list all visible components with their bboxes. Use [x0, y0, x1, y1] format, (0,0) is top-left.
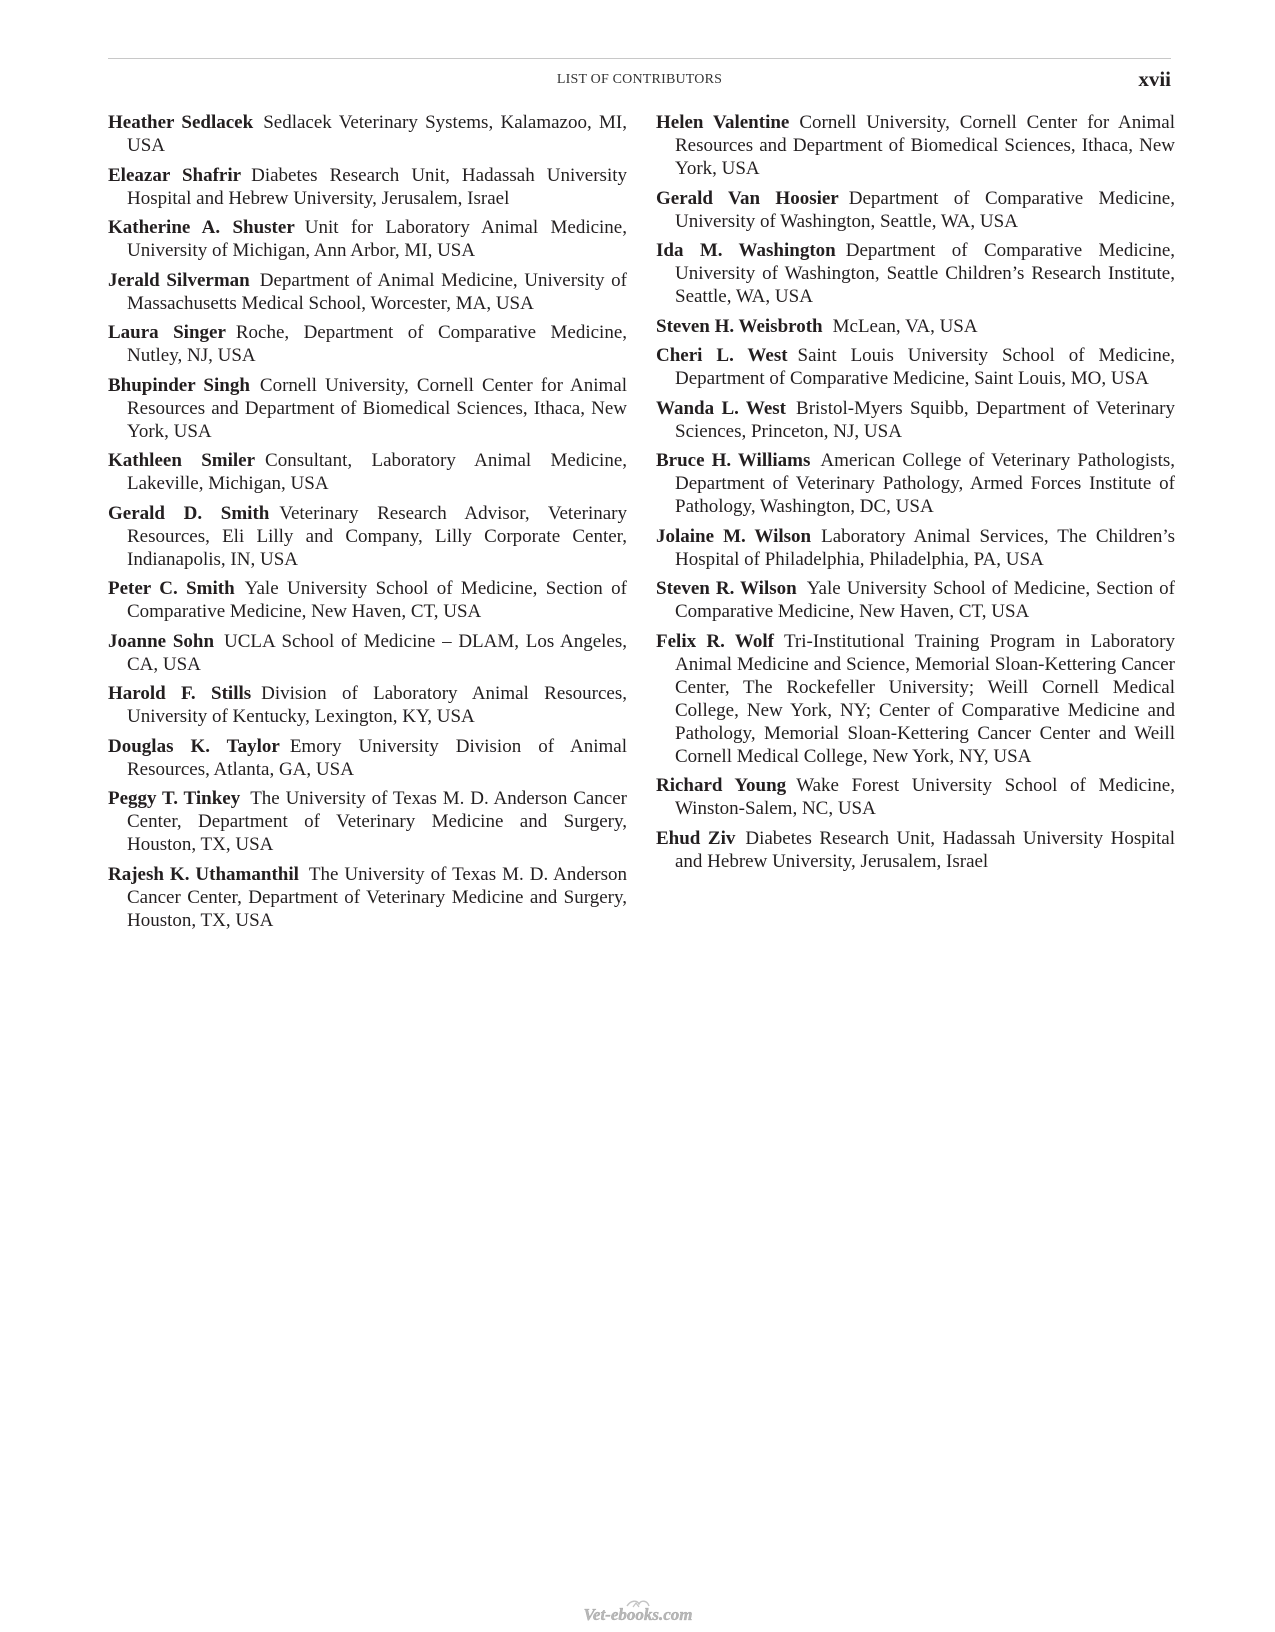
contributor-entry: [108, 735, 627, 781]
contributor-entry: [108, 502, 627, 571]
contributor-name: Cheri L. West: [656, 345, 788, 366]
watermark-logo-icon: [563, 1598, 713, 1626]
contributor-name: Helen Valentine: [656, 112, 790, 133]
contributor-name: Felix R. Wolf: [656, 630, 774, 652]
contributor-entry: [656, 187, 1175, 233]
contributor-affiliation: Laboratory Animal Services, The Children’s Hospital of Philadelphia, Philadelphia, PA, USA: [675, 525, 1175, 570]
contributor-name: Steven R. Wilson: [656, 578, 797, 599]
contributor-entry: [108, 630, 627, 676]
contributor-name: Katherine A. Shuster: [108, 217, 295, 238]
contributor-affiliation: Yale University School of Medicine, Section of Comparative Medicine, New Haven, CT, USA: [675, 578, 1175, 622]
contributor-affiliation: Tri-Institutional Training Program in Laboratory Animal Medicine and Science, Memorial Sloan-Kettering Cancer Center, The Rockefeller University; Weill Cornell Medical College, New York, NY; Center of Comparative Medicine and Pathology, Memorial Sloan-Kettering Cancer Center and Weill Cornell Medical College, New York, NY, USA: [675, 630, 1175, 767]
page-number: xvii: [1138, 67, 1171, 91]
contributor-affiliation: Emory University Division of Animal Resources, Atlanta, GA, USA: [127, 735, 627, 780]
contributor-entry: [108, 216, 627, 262]
contributor-affiliation: Consultant, Laboratory Animal Medicine, Lakeville, Michigan, USA: [127, 450, 628, 494]
contributor-entry: [108, 321, 627, 367]
contributor-affiliation: Department of Comparative Medicine, University of Washington, Seattle Children’s Research Institute, Seattle, WA, USA: [675, 240, 1176, 307]
contributor-entry: [656, 827, 1175, 873]
contributor-affiliation: UCLA School of Medicine – DLAM, Los Angeles, CA, USA: [127, 630, 627, 675]
watermark-text: Vet-ebooks.com: [582, 1605, 693, 1624]
contributor-name: Ida M. Washington: [656, 240, 836, 261]
contributor-name: Laura Singer: [108, 322, 226, 343]
contributor-entry: [108, 164, 627, 210]
contributor-entry: [108, 111, 627, 157]
contributor-entry: [656, 344, 1175, 390]
watermark: [0, 1598, 1275, 1631]
contributor-name: Eleazar Shafrir: [108, 164, 242, 186]
contributor-name: Jerald Silverman: [108, 269, 250, 291]
header-rule: [108, 58, 1171, 59]
contributor-affiliation: Department of Animal Medicine, University of Massachusetts Medical School, Worcester, MA, USA: [127, 269, 627, 314]
contributor-entry: [656, 630, 1175, 768]
contributor-name: Bruce H. Williams: [656, 450, 811, 471]
contributor-name: Gerald D. Smith: [108, 502, 270, 524]
contributors-left-column: [108, 111, 627, 938]
contributor-entry: [108, 863, 627, 932]
contributor-affiliation: Department of Comparative Medicine, University of Washington, Seattle, WA, USA: [675, 187, 1175, 232]
contributor-name: Bhupinder Singh: [108, 374, 250, 396]
contributor-name: Rajesh K. Uthamanthil: [108, 863, 299, 885]
contributor-name: Kathleen Smiler: [108, 450, 256, 471]
contributor-entry: [108, 577, 627, 623]
contributor-name: Steven H. Weisbroth: [656, 315, 823, 337]
contributor-name: Joanne Sohn: [108, 630, 215, 652]
contributor-name: Wanda L. West: [656, 397, 787, 419]
contributor-name: Jolaine M. Wilson: [656, 525, 812, 547]
contributor-affiliation: Veterinary Research Advisor, Veterinary Resources, Eli Lilly and Company, Lilly Corporate Center, Indianapolis, IN, USA: [127, 502, 628, 570]
contributor-name: Peter C. Smith: [108, 578, 235, 599]
contributor-affiliation: American College of Veterinary Pathologists, Department of Veterinary Pathology, Armed Forces Institute of Pathology, Washington, DC, USA: [675, 450, 1175, 517]
contributor-entry: [656, 315, 1175, 338]
contributor-affiliation: The University of Texas M. D. Anderson Cancer Center, Department of Veterinary Medicine and Surgery, Houston, TX, USA: [127, 863, 628, 931]
contributor-entry: [108, 449, 627, 495]
contributor-name: Gerald Van Hoosier: [656, 187, 839, 209]
contributor-affiliation: Division of Laboratory Animal Resources, University of Kentucky, Lexington, KY, USA: [127, 683, 628, 727]
contributor-affiliation: Cornell University, Cornell Center for Animal Resources and Department of Biomedical Sciences, Ithaca, New York, USA: [127, 374, 627, 442]
contributor-name: Richard Young: [656, 775, 787, 796]
contributor-entry: [656, 239, 1175, 308]
contributor-entry: [108, 269, 627, 315]
contributor-entry: [108, 374, 627, 443]
contributor-affiliation: Unit for Laboratory Animal Medicine, University of Michigan, Ann Arbor, MI, USA: [127, 217, 627, 261]
contributor-affiliation: Sedlacek Veterinary Systems, Kalamazoo, MI, USA: [127, 112, 627, 156]
running-head: LIST OF CONTRIBUTORS: [556, 72, 723, 87]
contributor-entry: [656, 525, 1175, 571]
contributor-affiliation: Bristol-Myers Squibb, Department of Veterinary Sciences, Princeton, NJ, USA: [675, 397, 1175, 442]
contributor-affiliation: Diabetes Research Unit, Hadassah University Hospital and Hebrew University, Jerusalem, Israel: [675, 827, 1175, 872]
contributor-entry: [656, 111, 1175, 180]
contributor-affiliation: Saint Louis University School of Medicine, Department of Comparative Medicine, Saint Louis, MO, USA: [675, 345, 1176, 389]
contributor-name: Ehud Ziv: [656, 827, 736, 849]
contributor-entry: [108, 682, 627, 728]
contributor-affiliation: Cornell University, Cornell Center for Animal Resources and Department of Biomedical Sciences, Ithaca, New York, USA: [675, 112, 1176, 179]
contributor-affiliation: McLean, VA, USA: [832, 315, 978, 337]
contributors-right-column: [656, 111, 1175, 879]
contributor-name: Peggy T. Tinkey: [108, 788, 241, 809]
contributor-name: Douglas K. Taylor: [108, 735, 280, 757]
contributor-name: Harold F. Stills: [108, 683, 252, 704]
contributor-entry: [108, 787, 627, 856]
contributor-entry: [656, 449, 1175, 518]
contributor-entry: [656, 397, 1175, 443]
contributor-affiliation: Yale University School of Medicine, Section of Comparative Medicine, New Haven, CT, USA: [127, 578, 627, 622]
contributor-affiliation: Roche, Department of Comparative Medicine, Nutley, NJ, USA: [127, 322, 627, 366]
contributor-name: Heather Sedlacek: [108, 112, 254, 133]
contributor-affiliation: Wake Forest University School of Medicine, Winston-Salem, NC, USA: [675, 775, 1175, 819]
contributor-entry: [656, 577, 1175, 623]
contributor-entry: [656, 774, 1175, 820]
contributor-affiliation: The University of Texas M. D. Anderson Cancer Center, Department of Veterinary Medicine and Surgery, Houston, TX, USA: [127, 788, 627, 855]
contributor-affiliation: Diabetes Research Unit, Hadassah University Hospital and Hebrew University, Jerusalem, Israel: [127, 164, 628, 209]
